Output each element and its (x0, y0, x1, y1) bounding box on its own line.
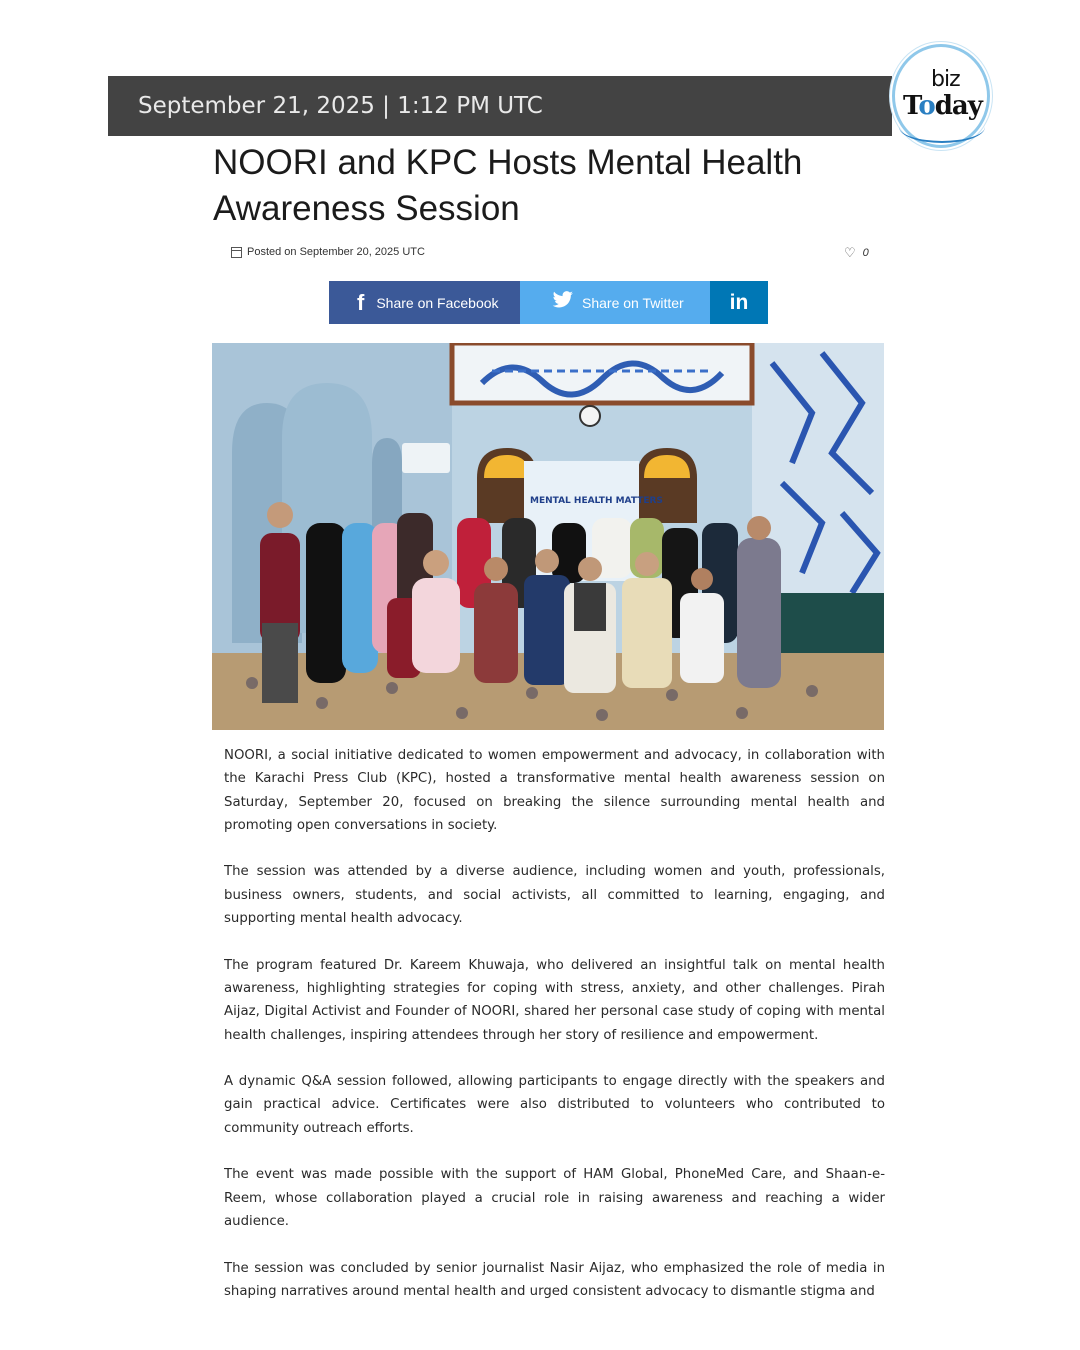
facebook-icon: f (357, 289, 365, 315)
globe-icon: o (918, 91, 935, 121)
heart-icon[interactable]: ♡ (844, 245, 856, 260)
calendar-icon (231, 247, 242, 258)
twitter-bird-icon (552, 291, 574, 314)
banner-text: MENTAL HEALTH MATTERS (530, 496, 663, 506)
share-twitter-button[interactable] (520, 281, 710, 324)
logo-today: Today (903, 91, 982, 121)
share-facebook-label: Share on Facebook (376, 294, 499, 311)
like-counter[interactable] (844, 246, 869, 259)
dateline-bar (108, 76, 892, 136)
share-facebook-button[interactable] (329, 281, 520, 324)
paragraph-6: The session was concluded by senior journalist Nasir Aijaz, who emphasized the role of media in shaping narratives around mental health and urged consistent advocacy to dismantle stigma and (224, 1260, 885, 1299)
like-count: 0 (862, 246, 869, 259)
paragraph-1: NOORI, a social initiative dedicated to women empowerment and advocacy, in collaboration with the Karachi Press Club (KPC), hosted a transformative mental health awareness session on Saturday, September 20, focused on breaking the silence surrounding mental health and promoting open conversations in society. (224, 748, 885, 833)
posted-on: Posted on September 20, 2025 UTC (247, 246, 425, 258)
logo-biz: biz (931, 67, 960, 92)
share-linkedin-button[interactable] (710, 281, 768, 324)
event-group-photo (212, 343, 884, 730)
biz-today-logo[interactable] (892, 44, 990, 148)
paragraph-5: The event was made possible with the support of HAM Global, PhoneMed Care, and Shaan-e-Reem, whose collaboration played a crucial role in raising awareness and reaching a wider audience. (224, 1167, 885, 1229)
article-body (224, 744, 885, 1310)
share-bar (329, 281, 768, 324)
post-meta (231, 246, 425, 258)
linkedin-icon: in (729, 290, 749, 314)
paragraph-2: The session was attended by a diverse audience, including women and youth, professionals, business owners, students, and social activists, all committed to learning, engaging, and supporting mental health advocacy. (224, 864, 885, 927)
share-twitter-label: Share on Twitter (582, 294, 684, 311)
paragraph-3: The program featured Dr. Kareem Khuwaja, who delivered an insightful talk on mental health awareness, highlighting strategies for coping with stress, anxiety, and other challenges. Pirah Aijaz, Digital Activist and Founder of NOORI, shared her personal case study of coping with mental health challenges, inspiring attendees through her story of resilience and empowerment. (224, 957, 885, 1043)
dateline: September 21, 2025 | 1:12 PM UTC (138, 93, 543, 119)
article-title: NOORI and KPC Hosts Mental Health Awareness Session (213, 143, 803, 228)
paragraph-4: A dynamic Q&A session followed, allowing participants to engage directly with the speakers and gain practical advice. Certificates were also distributed to volunteers who contributed to community outreach efforts. (224, 1074, 885, 1136)
